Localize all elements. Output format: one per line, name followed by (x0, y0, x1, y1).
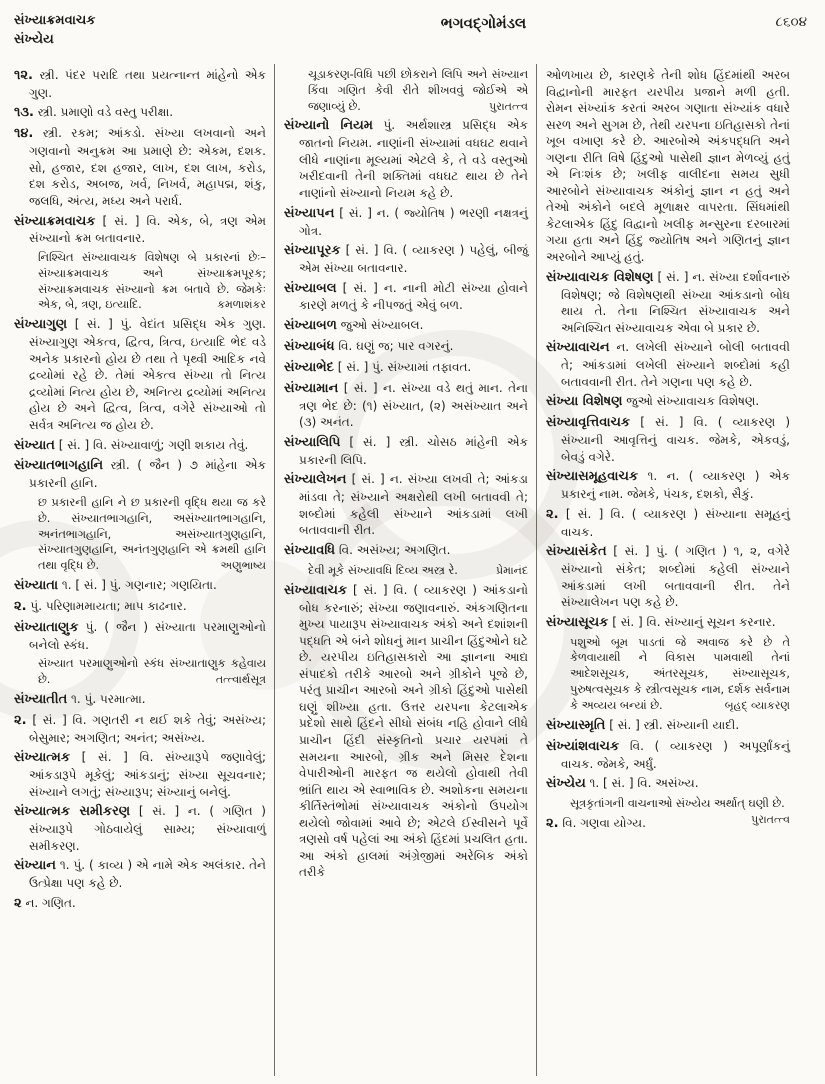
headword: ૧૩. (14, 105, 34, 121)
dictionary-entry: સંખ્યાબંધ વિ. ઘણું જ; પાર વગરનું. (284, 338, 454, 354)
dictionary-entry: સંખ્યાસૂચક [ સં. ] વિ. સંખ્યાનું સૂચન કરનાર. (546, 614, 776, 630)
dictionary-entry: સંખ્યાતા ૧. [ સં. ] પું. ગણનાર; ગણયિતા. (14, 577, 217, 593)
dictionary-entry: સંખ્યાંશવાચક વિ. ( વ્યાકરણ ) અપૂર્ણાંકનું વાચક. જેમકે, અર્ધું. (546, 738, 790, 771)
headword: સંખ્યાબળ (284, 318, 337, 334)
dictionary-entry: સંખ્યાગુણ [ સં. ] પું. વેદાંત પ્રસિદ્ધ એક ગુણ. સંખ્યાગુણ એકત્વ, દ્વિત્વ, ત્રિત્વ, ઇત્યાદિ ભેદ વડે અનેક પ્રકારનો હોય છે તથા તે પૃથ્વી આદિક નવે દ્રવ્યોમાં રહે છે. તેમાં એકત્વ સંખ્યા તો નિત્ય દ્રવ્યોમાં નિત્ય હોય છે, અનિત્ય દ્રવ્યોમાં અનિત્ય હોય છે અને દ્વિત્વ, ત્રિત્વ, વગેરે સંખ્યાઓ તો સર્વત્ર અનિત્ય જ હોય છે. (14, 317, 266, 432)
citation-source: કમળાશંકર (217, 298, 266, 312)
headword: સંખ્યાવાચક (284, 582, 348, 598)
headword: સંખ્યાસમૂહવાચક (546, 469, 639, 485)
dictionary-entry: સંખ્યાબળ જુઓ સંખ્યાબલ. (284, 318, 424, 334)
citation: સૂત્રકૃતાંગની વાચનાઓ સંખ્યેય અર્થાત્ ઘણી છે. પુરાતત્ત્વ (570, 797, 790, 826)
headword: સંખ્યાપન (284, 205, 335, 221)
citation-source: પુરાતત્ત્વ (751, 812, 790, 826)
column-divider (536, 64, 537, 1076)
dictionary-entry: સંખ્યાપૂરક [ સં. ] વિ. ( વ્યાકરણ ) પહેલું, બીજું એમ સંખ્યા બતાવનાર. (284, 243, 528, 275)
headword: ૨. (14, 712, 27, 728)
headword: ૧૨. (14, 68, 33, 83)
dictionary-entry: સંખ્યાવાચક [ સં. ] વિ. ( વ્યાકરણ ) આંકડાનો બોધ કરનારું; સંખ્યા જણાવનારું. અંકગણિતના મુખ્ય પાયારૂપ સંખ્યાવાચક અંકો અને દશાંશની પદ્ધતિ એ બંને શોધનું માન પ્રાચીન હિંદુઓને ઘટે છે. યરપીય ઇતિહાસકારો આ જ્ઞાનના આદ્ય સંપાદકો તરીકે આરબો અને ગ્રીકોને પૂજે છે, પરંતુ પ્રાચીન આરબો અને ગ્રીકો હિંદુઓ પાસેથી ઘણું શીખ્યા હતા. ઉત્તર યરપના કેટલાએક પ્રદેશો સાથે હિંદને સીધો સંબંધ નહિ હોવાને લીધે પ્રાચીન હિંદી સંસ્કૃતિનો પ્રચાર યરપમાં તે સમયના આરબો, ગ્રીક અને મિસર દેશના વેપારીઓની મારફત જ થયેલો હોવાથી તેવી ભ્રાંતિ થાય એ સ્વાભાવિક છે. અશોકના સમયના કીર્તિસ્તંભોમાં સંખ્યાવાચક અંકોનો ઉપયોગ થયેલો જોવામાં આવે છે; એટલે ઈસ્વીસને પૂર્વે ત્રણસો વર્ષ પહેલાં આ અંકો હિંદમાં પ્રચલિત હતા. આ અંકો હાલમાં અંગ્રેજીમાં અરેબિક અંકો તરીકે (284, 582, 528, 880)
headword: ૨ (14, 895, 22, 911)
headword: સંખ્યાત્મક (14, 750, 71, 766)
dictionary-entry: સંખ્યેય ૧. [ સં. ] વિ. અસંખ્ય. (546, 776, 699, 792)
dictionary-entry: સંખ્યાતીત ૧. પું. પરમાત્મા. (14, 691, 146, 707)
headword: સંખ્યેય (546, 776, 586, 792)
column-2 (276, 64, 535, 1076)
headword: ૨. (546, 506, 559, 522)
headword: સંખ્યાનો નિયમ (284, 118, 373, 134)
headword: ૨. (546, 815, 559, 831)
citation-source: પ્રેમાનંદ (496, 563, 528, 577)
headword: સંખ્યાતભાગહાનિ (14, 458, 103, 474)
running-head-last-word: સંખ્યેય (14, 31, 54, 47)
headword: સંખ્યાસંકેત (546, 544, 607, 560)
sense-item: ૧૩. સ્ત્રી. પ્રમાણો વડે વસ્તુ પરીક્ષા. (14, 105, 174, 121)
citation: નિશ્ચિત સંખ્યાવાચક વિશેષણ બે પ્રકારનાં છેઃ– સંખ્યાક્રમવાચક અને સંખ્યાક્રમપૂરક; સંખ્યાક્રમવાચક સંખ્યાનો ક્રમ બતાવે છે. જેમકેઃ એક, બે, ત્રણ, ઇત્યાદિ. કમળાશંકર (38, 251, 266, 312)
dictionary-entry: સંખ્યાત [ સં. ] વિ. સંખ્યાવાળું; ગણી શકાય તેવું. (14, 437, 249, 453)
dictionary-entry: સંખ્યાનો નિયમ પું. અર્થશાસ્ત્ર પ્રસિદ્ધ એક જાતનો નિયમ. નાણાંની સંખ્યામાં વધઘટ થવાને લીધે નાણાંના મૂલ્યમાં એટલે કે, તે વડે વસ્તુઓ ખરીદવાની તેની શક્તિમાં વધઘટ થાય છે તેને નાણાંનો સંખ્યાનો નિયમ કહે છે. (284, 118, 528, 201)
dictionary-entry: સંખ્યાલેખન [ સં. ] ન. સંખ્યા લખવી તે; આંકડા માંડવા તે; સંખ્યાને અક્ષરોથી લખી બતાવવી તે; શબ્દોમાં કહેલી સંખ્યાને આંકડામાં લખી બતાવવાની રીત. (284, 472, 528, 538)
dictionary-entry: સંખ્યાબલ [ સં. ] ન. નાની મોટી સંખ્યા હોવાને કારણે મળતું કે નીપજતું એવું બળ. (284, 280, 528, 313)
column-3 (538, 64, 797, 1076)
headword: સંખ્યાત (14, 437, 55, 453)
headword: ૨. (14, 598, 27, 614)
headword: સંખ્યાત્મક સમીકરણ (14, 804, 131, 820)
headword: સંખ્યાવાચક વિશેષણ (546, 269, 654, 285)
column-1 (14, 64, 273, 1076)
dictionary-entry: સંખ્યાવૃત્તિવાચક [ સં. ] વિ. ( વ્યાકરણ ) સંખ્યાની આવૃત્તિનું વાચક. જેમકે, એકવડું, બેવડું વગેરે. (546, 415, 790, 464)
sense-item: ૨. [ સં. ] વિ. ( વ્યાકરણ ) સંખ્યાના સમૂહનું વાચક. (546, 506, 790, 539)
running-head (14, 12, 274, 50)
headword: ૧૪. (14, 126, 34, 142)
text-columns (14, 64, 813, 1076)
headword: સંખ્યાક્રમવાચક (14, 213, 96, 229)
headword: સંખ્યાબંધ (284, 338, 335, 354)
sense-item: ૨. વિ. ગણવા યોગ્ય. (546, 815, 646, 831)
dictionary-entry: સંખ્યાક્રમવાચક [ સં. ] વિ. એક, બે, ત્રણ એમ સંખ્યાનો ક્રમ બતાવનાર. (14, 213, 266, 246)
headword: સંખ્યાભેદ (284, 359, 334, 375)
page-header (14, 12, 813, 58)
running-head-first-word: સંખ્યાક્રમવાચક (14, 13, 96, 28)
page-number: ૮૬૦૪ (775, 14, 807, 30)
headword: સંખ્યામાન (284, 380, 339, 396)
headword: સંખ્યા વિશેષણ (546, 394, 623, 410)
dictionary-entry: સંખ્યાવધિ વિ. અસંખ્ય; અગણિત. (284, 542, 451, 558)
headword: સંખ્યાગુણ (14, 317, 68, 333)
citation: છ પ્રકારની હાનિ ને છ પ્રકારની વૃદ્ધિ થયા જ કરે છે. સંખ્યાતભાગહાનિ, અસંખ્યાતભાગહાનિ, અનંતભાગહાનિ, અસંખ્યાતગુણહાનિ, સંખ્યાતગુણહાનિ, અનંતગુણહાનિ એ ક્રમથી હાનિ તથા વૃદ્ધિ છે. અણુભાષ્ય (38, 495, 266, 573)
headword: સંખ્યાતા (14, 577, 59, 593)
column-divider (274, 64, 275, 1076)
headword: સંખ્યાતાણુક (14, 619, 79, 635)
citation-source: બૃહદ્ વ્યાકરણ (724, 698, 790, 712)
sense-item: ૧૪. સ્ત્રી. રકમ; આંકડો. સંખ્યા લખવાનો અને ગણવાનો અનુક્રમ આ પ્રમાણે છે: એકમ, દશક. સો, હજાર, દશ હજાર, લાખ, દશ લાખ, કરોડ, દશ કરોડ, અબજ, ખર્વ, નિખર્વ, મહાપદ્મ, શંકુ, જલધિ, અંત્ય, મધ્ય અને પરાર્ધ. (14, 126, 266, 208)
dictionary-entry: સંખ્યાતાણુક પું. ( જૈન ) સંખ્યાતા પરમાણુઓનો બનેલો સ્કંધ. (14, 619, 266, 652)
citation: સંખ્યાત પરમાણુઓનો સ્કંધ સંખ્યાતાણુક કહેવાય છે. તત્ત્વાર્થસૂત્ર (38, 657, 266, 687)
dictionary-entry: સંખ્યાવાચક વિશેષણ [ સં. ] ન. સંખ્યા દર્શાવનારું વિશેષણ; જે વિશેષણથી સંખ્યા આંકડાનો બોધ થાય તે. તેના નિશ્ચિત સંખ્યાવાચક અને અનિશ્ચિત સંખ્યાવાચક એવા બે પ્રકાર છે. (546, 269, 790, 335)
dictionary-entry: સંખ્યાતભાગહાનિ સ્ત્રી. ( જૈન ) ૭ માંહેના એક પ્રકારની હાનિ. (14, 458, 266, 491)
dictionary-entry: સંખ્યામાન [ સં. ] ન. સંખ્યા વડે થતું માન. તેના ત્રણ ભેદ છે: (૧) સંખ્યાત, (૨) અસંખ્યાત અને (૩) અનંત. (284, 380, 528, 430)
headword: સંખ્યાવાચન (546, 340, 610, 356)
dictionary-entry: સંખ્યાલિપિ [ સં. ] સ્ત્રી. ચોસઠ માંહેની એક પ્રકારની લિપિ. (284, 434, 528, 467)
headword: સંખ્યાંશવાચક (546, 738, 620, 754)
citation-source: અણુભાષ્ય (220, 559, 266, 573)
headword: સંખ્યાન (14, 858, 56, 874)
sense-item: ૨. પું. પરિણામમાયતા; માપ કાઢનાર. (14, 598, 187, 614)
dictionary-entry: સંખ્યાસંકેત [ સં. ] પું. ( ગણિત ) ૧, ૨, વગેરે સંખ્યાનો સંકેત; શબ્દોમાં કહેલી સંખ્યાને આંકડામાં લખી બતાવવાની રીત. તેને સંખ્યાલેખન પણ કહે છે. (546, 544, 790, 610)
dictionary-entry: સંખ્યા વિશેષણ જુઓ સંખ્યાવાચક વિશેષણ. (546, 394, 760, 410)
dictionary-entry: સંખ્યાત્મક [ સં. ] વિ. સંખ્યારૂપે જણાવેલું; આંકડારૂપે મૂકેલું; આંકડાનું; સંખ્યા સૂચવનાર; સંખ્યાને લગતું; સંખ્યારૂપ; સંખ્યાનું બનેલું. (14, 750, 266, 799)
headword: સંખ્યાવૃત્તિવાચક (546, 415, 631, 431)
headword: સંખ્યાલેખન (284, 472, 347, 488)
dictionary-entry: સંખ્યાવાચન ન. લખેલી સંખ્યાને બોલી બતાવવી તે; આંકડામાં લખેલી સંખ્યાને શબ્દોમાં કહી બતાવવાની રીત. તેને ગણના પણ કહે છે. (546, 340, 790, 389)
citation-source: તત્ત્વાર્થસૂત્ર (215, 673, 266, 687)
book-title: ભગવદ્ગોમંડલ (440, 14, 527, 32)
headword: સંખ્યાસ્મૃતિ (546, 717, 606, 733)
dictionary-entry: સંખ્યાત્મક સમીકરણ [ સં. ] ન. ( ગણિત ) સંખ્યારૂપે ગોઠવાયેલું સામ્ય; સંખ્યાવાળું સમીકરણ. (14, 804, 266, 853)
dictionary-entry: સંખ્યાપન [ સં. ] ન. ( જ્યોતિષ ) ભરણી નક્ષત્રનું ગોત્ર. (284, 205, 528, 238)
citation-source: પુરાતત્ત્વ (489, 99, 528, 113)
citation: દેવી મૂકે સંખ્યાવધિ દિવ્ય અસ્ત્ર રે. પ્રેમાનંદ (308, 563, 528, 577)
sense-item: ૨. [ સં. ] વિ. ગણતરી ન થઈ શકે તેવું; અસંખ્ય; બેસુમાર; અગણિત; અનંત; અસંખ્ય. (14, 712, 266, 745)
citation: ચૂડાકરણ-વિધિ પછી છોકરાને લિપિ અને સંખ્યાન કિંવા ગણિત કેવી રીતે શીખવવું જોઈએ એ જણાવ્યું છે. પુરાતત્ત્વ (308, 68, 528, 113)
continuation-text: ઓળખાય છે, કારણકે તેની શોધ હિંદમાંથી અરબ વિદ્વાનોની મારફત યરપીય પ્રજાને મળી હતી. રોમન સંખ્યાંક કરતાં અરબ ગણાતા સંખ્યાંક વધારે સરળ અને સુગમ છે, તેથી યરપના ઇતિહાસકો તેનાં ખૂબ વખાણ કરે છે. આરબોએ અંકપદ્ધતિ અને ગણના રીતિ વિષે હિંદુઓ પાસેથી જ્ઞાન મેળવ્યું હતું એ નિઃશંક છે; ખલીફ વાલીદના સમય સુધી આરબોને સંખ્યાવાચક અંકોનું જ્ઞાન ન હતું અને તેઓ અંકોને બદલે મૂળાક્ષર વાપરતા. સિંધમાંથી કેટલાએક હિંદુ વિદ્વાનો ખલીફ મન્સુરના દરબારમાં ગયા હતા અને હિંદુ જ્યોતિષ અને ગણિતનું જ્ઞાન અરબોને આપ્યું હતું. (546, 68, 790, 265)
citation: પશુઓ બૂમ પાડતાં જે અવાજ કરે છે તે કેળવાયાથી ને વિકાસ પામવાથી તેનાં આદેશસૂચક, અંતરસૂચક, સંખ્યાસૂચક, પુરુષત્વસૂચક કે સ્ત્રીત્વસૂચક નામ, દર્શક સર્વનામ કે અવ્યય બન્યાં છે. બૃહદ્ વ્યાકરણ (570, 635, 790, 712)
headword: સંખ્યાપૂરક (284, 243, 341, 259)
headword: સંખ્યાતીત (14, 691, 68, 707)
dictionary-entry: સંખ્યાસ્મૃતિ [ સં. ] સ્ત્રી. સંખ્યાની યાદી. (546, 717, 740, 733)
sense-item: ૨ ન. ગણિત. (14, 895, 76, 911)
headword: સંખ્યાસૂચક (546, 614, 609, 630)
dictionary-entry: સંખ્યાન ૧. પું. ( કાવ્ય ) એ નામે એક અલંકાર. તેને ઉત્પ્રેક્ષા પણ કહે છે. (14, 858, 266, 891)
dictionary-entry: સંખ્યાભેદ [ સં. ] પું. સંખ્યામાં તફાવત. (284, 359, 472, 375)
headword: સંખ્યાલિપિ (284, 434, 341, 450)
dictionary-entry: સંખ્યાસમૂહવાચક ૧. ન. ( વ્યાકરણ ) એક પ્રકારનું નામ. જેમકે, પંચક, દશકો, સૈકું. (546, 469, 790, 502)
headword: સંખ્યાવધિ (284, 542, 336, 558)
headword: સંખ્યાબલ (284, 280, 337, 296)
sense-item: ૧૨. સ્ત્રી. પંદર પરાદિ તથા પ્રયત્નાન્ત માંહેનો એક ગુણ. (14, 68, 266, 100)
